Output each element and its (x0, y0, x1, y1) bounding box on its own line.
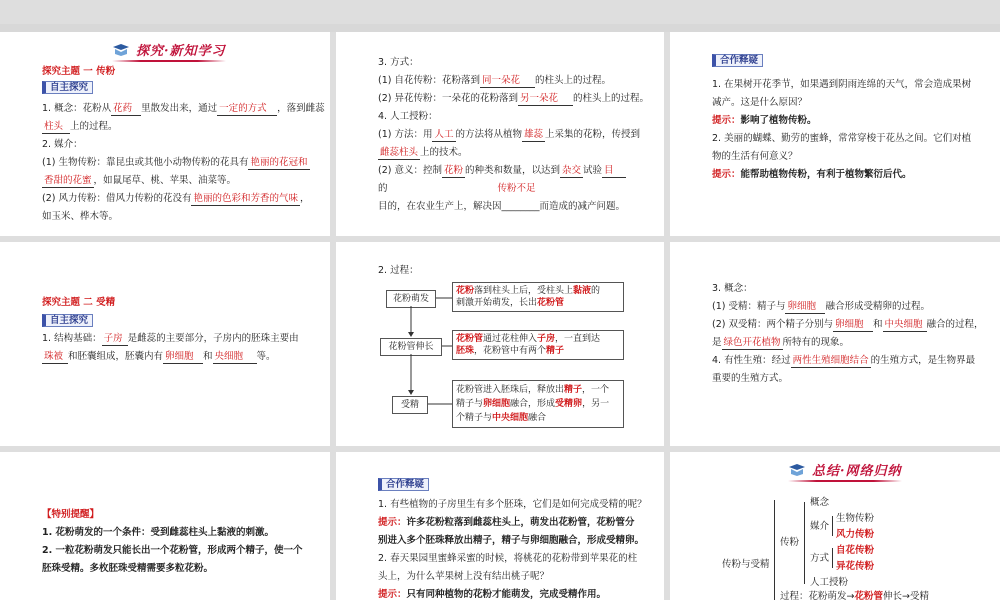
text-line: 4. 人工授粉： (378, 111, 438, 122)
slide-pollination-concept[interactable] (0, 32, 330, 236)
text-line: (1) 生物传粉：靠昆虫或其他小动物传粉的花具有 艳丽的花冠和 (42, 157, 308, 168)
hint-line: 别进入多个胚珠释放出精子，精子与卵细胞融合，形成受精卵。 (378, 535, 645, 546)
text-line: 柱头 上的过程。 (44, 121, 118, 132)
slide-pollination-methods[interactable] (336, 32, 664, 236)
text-line: 重要的生殖方式。 (712, 373, 789, 384)
top-separator (0, 24, 1000, 32)
tree-leaf: 风力传粉 (836, 529, 875, 540)
tree-node-method: 方式 (810, 553, 830, 564)
tag-discussion: 合作释疑 (378, 478, 429, 491)
desc-germination: 花粉落到柱头上后，受柱头上黏液的 刺激开始萌发，长出花粉管 (452, 282, 624, 312)
hint-line: 提示：能帮助植物传粉，有利于植物繁衍后代。 (712, 169, 912, 180)
text-line: (1) 受精：精子与 卵细胞 融合形成受精卵的过程。 (712, 301, 930, 312)
text-line: 1. 结构基础： 子房 是雌蕊的主要部分，子房内的胚珠主要由 (42, 333, 299, 344)
tag-discussion: 合作释疑 (712, 54, 763, 67)
text-line: 目的，在农业生产上，解决因________而造成的减产问题。 (378, 201, 626, 212)
tree-leaf: 生物传粉 (836, 513, 875, 524)
text-line: (2) 异花传粉：一朵花的花粉落到 另一朵花 的柱头上的过程。 (378, 93, 649, 104)
banner-underline (112, 60, 226, 62)
node-fertilization: 受精 (392, 396, 428, 414)
text-line: 香甜的花蜜 ，如鼠尾草、桃、苹果、油菜等。 (44, 175, 237, 186)
tree-node-pollination: 传粉 (780, 537, 800, 548)
text-line: 3. 概念： (712, 283, 753, 294)
question-line: 物的生活有何意义？ (712, 151, 798, 162)
text-line: (2) 风力传粉：借风力传粉的花没有 艳丽的色彩和芳香的气味 ， (42, 193, 310, 204)
question-line: 头上，为什么苹果树上没有结出桃子呢？ (378, 571, 550, 582)
text-line: 是 绿色开花植物 所特有的现象。 (712, 337, 850, 348)
reminder-line: 胚珠受精。多枚胚珠受精需要多粒花粉。 (42, 563, 214, 574)
tree-node-concept: 概念 (810, 497, 830, 508)
node-tube-growth: 花粉管伸长 (380, 338, 442, 356)
reminder-line: 2. 一粒花粉萌发只能长出一个花粉管，形成两个精子，使一个 (42, 545, 303, 556)
section-banner (112, 40, 226, 59)
desc-tube-growth: 花粉管通过花柱伸入子房，一直到达 胚珠，花粉管中有两个精子 (452, 330, 624, 360)
tree-bracket (832, 516, 833, 536)
tree-bracket (804, 502, 805, 584)
tree-node-medium: 媒介 (810, 521, 830, 532)
slide-summary-network[interactable] (670, 452, 1000, 600)
text-line: 2. 媒介： (42, 139, 83, 150)
book-icon (112, 43, 130, 57)
text-line: 1. 概念：花粉从 花药 里散发出来，通过 一定的方式 ，落到雌蕊 (42, 103, 325, 114)
text-line: 雌蕊柱头 上的技术。 (380, 147, 468, 158)
text-line: (2) 意义：控制 花粉 的种类和数量，以达到 杂交 试验 目 (378, 164, 626, 178)
tag-self-study: 自主探究 (42, 314, 93, 327)
slide-fertilization-structure[interactable] (0, 242, 330, 446)
reminder-title: 【特别提醒】 (42, 509, 100, 520)
question-line: 2. 美丽的蝴蝶、勤劳的蜜蜂，常常穿梭于花丛之间。它们对植 (712, 133, 972, 144)
slide-fertilization-process[interactable] (336, 242, 664, 446)
section-banner (788, 460, 902, 479)
hint-line: 提示：许多花粉粒落到雌蕊柱头上，萌发出花粉管，花粉管分 (378, 517, 635, 528)
topic-heading: 探究主题 二 受精 (42, 297, 116, 308)
slide-special-reminder[interactable] (0, 452, 330, 600)
question-line: 1. 在果树开花季节，如果遇到阴雨连绵的天气，常会造成果树 (712, 79, 972, 90)
text-line: 珠被 和胚囊组成，胚囊内有 卵细胞 和 央细胞 等。 (44, 351, 276, 362)
reminder-line: 1. 花粉萌发的一个条件：受到雌蕊柱头上黏液的刺激。 (42, 527, 275, 538)
hint-line: 提示：影响了植物传粉。 (712, 115, 817, 126)
text-line: 4. 有性生殖：经过 两性生殖细胞结合 的生殖方式，是生物界最 (712, 355, 976, 366)
tree-bracket (774, 500, 775, 600)
question-line: 1. 有些植物的子房里生有多个胚珠，它们是如何完成受精的呢？ (378, 499, 647, 510)
question-line: 2. 春天果园里蜜蜂采蜜的时候，将桃花的花粉带到苹果花的柱 (378, 553, 638, 564)
slide-discussion-1[interactable] (670, 32, 1000, 236)
tree-root: 传粉与受精 (722, 559, 770, 570)
tree-leaf: 自花传粉 (836, 545, 875, 556)
book-icon (788, 463, 806, 477)
process-title: 2. 过程： (378, 265, 419, 276)
text-line: (1) 方法：用 人工 的方法将从植物 雄蕊 上采集的花粉，传授到 (378, 129, 641, 140)
text-line: 的 传粉不足 (378, 183, 536, 194)
slide-discussion-2[interactable] (336, 452, 664, 600)
topic-heading: 探究主题 一 传粉 (42, 66, 116, 77)
hint-line: 提示：只有同种植物的花粉才能萌发，完成受精作用。 (378, 589, 607, 600)
tree-node-artificial: 人工授粉 (810, 577, 849, 588)
tree-leaf: 异花传粉 (836, 561, 875, 572)
text-line: 3. 方式： (378, 57, 419, 68)
text-line: 如玉米、桦木等。 (42, 211, 119, 222)
banner-title: 探究·新知学习 (136, 44, 226, 59)
tag-self-study: 自主探究 (42, 81, 93, 94)
slide-fertilization-concept[interactable] (670, 242, 1000, 446)
text-line: (2) 双受精：两个精子分别与 卵细胞 和 中央细胞 融合的过程， (712, 319, 984, 330)
node-germination: 花粉萌发 (386, 290, 436, 308)
tree-bracket (832, 548, 833, 568)
text-line: (1) 自花传粉：花粉落到 同一朵花 的柱头上的过程。 (378, 75, 611, 86)
question-line: 减产。这是什么原因？ (712, 97, 808, 108)
desc-fertilization: 花粉管进入胚珠后，释放出精子，一个 精子与卵细胞融合，形成受精卵，另一 个精子与中央细胞融合 (452, 380, 624, 428)
tree-node-process: 过程：花粉萌发→花粉管伸长→受精 (780, 590, 929, 600)
banner-title: 总结·网络归纳 (812, 464, 902, 479)
banner-underline (788, 480, 902, 482)
